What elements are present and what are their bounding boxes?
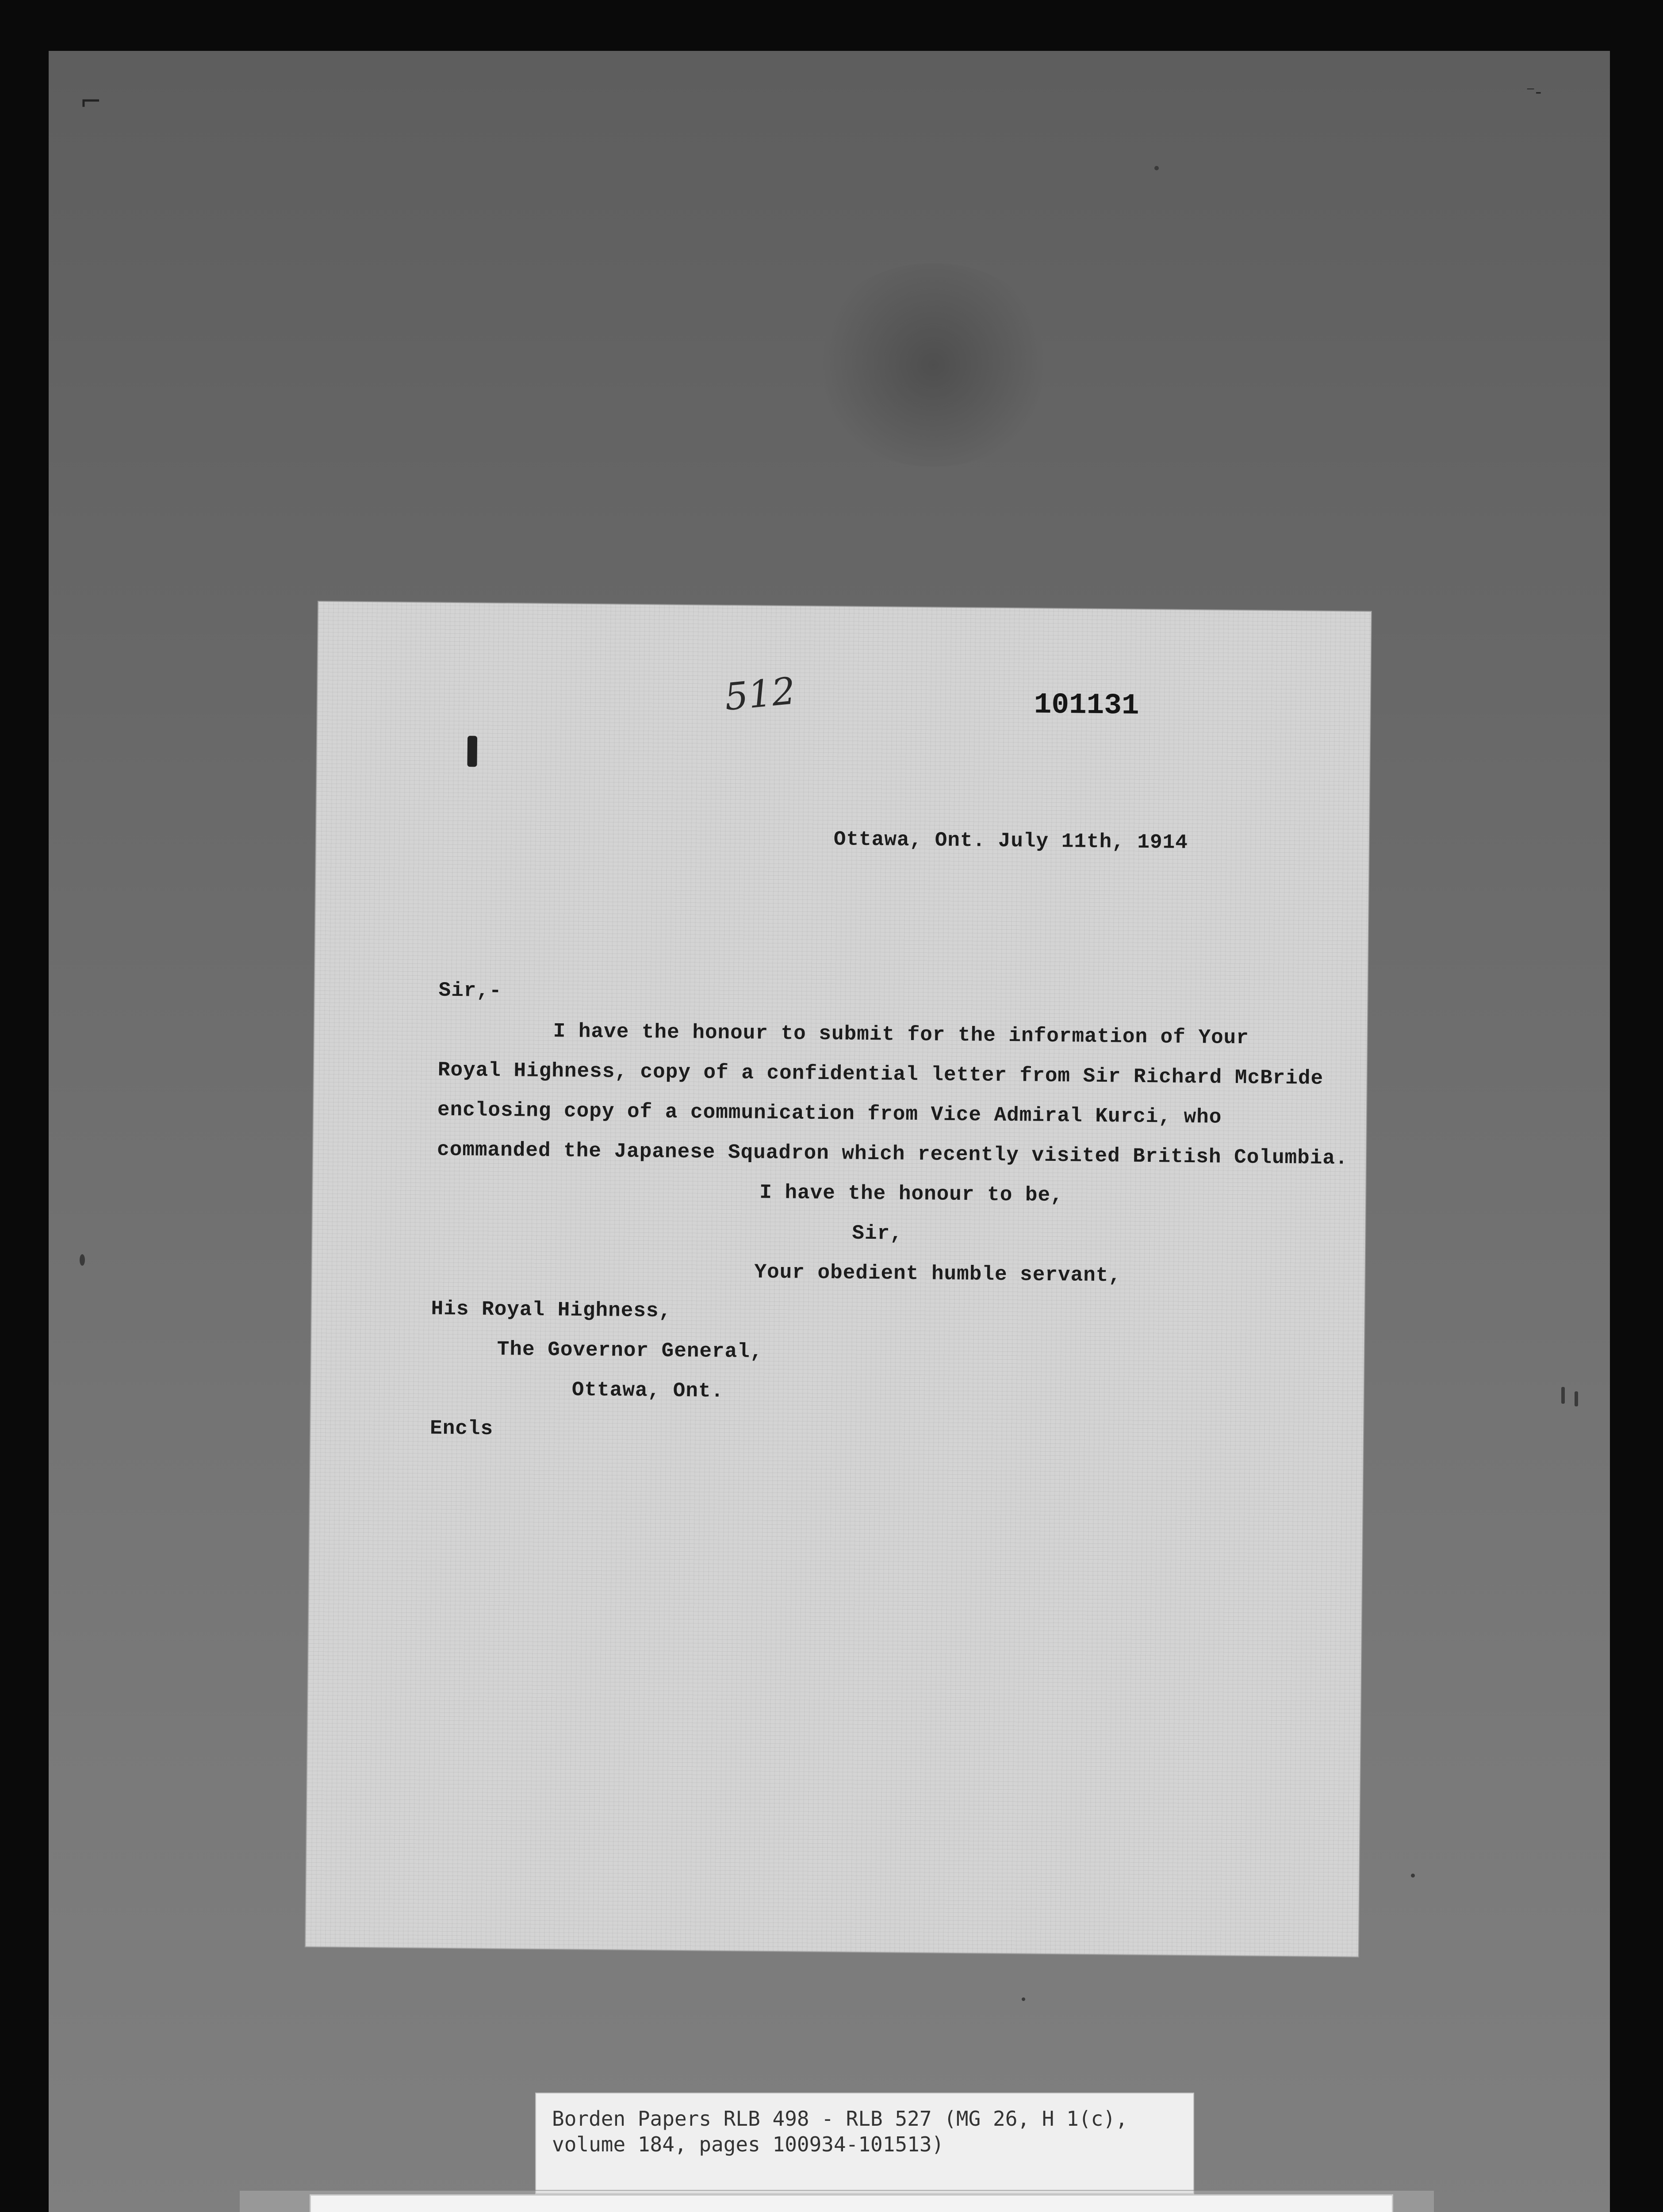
closing-line: Your obedient humble servant, <box>754 1260 1122 1287</box>
caption-line: Borden Papers RLB 498 - RLB 527 (MG 26, H 1(c), <box>552 2107 1128 2131</box>
film-speck <box>1561 1387 1565 1404</box>
body-line: enclosing copy of a communication from Vice Admiral Kurci, who <box>437 1098 1222 1129</box>
film-smudge <box>809 263 1057 467</box>
clip-mark <box>467 736 477 767</box>
film-speck <box>1154 166 1159 170</box>
body-line: Royal Highness, copy of a confidential letter from Sir Richard McBride <box>437 1058 1324 1090</box>
caption-line: volume 184, pages 100934-101513) <box>552 2132 944 2156</box>
body-line: commanded the Japanese Squadron which recently visited British Columbia. <box>437 1138 1348 1170</box>
closing-line: I have the honour to be, <box>759 1181 1063 1207</box>
enclosure-note: Encls <box>429 1417 494 1440</box>
salutation: Sir,- <box>438 979 502 1003</box>
addressee-line: Ottawa, Ont. <box>571 1378 724 1403</box>
dateline: Ottawa, Ont. July 11th, 1914 <box>833 828 1188 854</box>
addressee-line: His Royal Highness, <box>431 1297 672 1323</box>
document-number: 101131 <box>1034 688 1139 722</box>
film-speck <box>80 1254 85 1266</box>
handwritten-page-number: 512 <box>722 669 797 719</box>
film-speck <box>1411 1874 1415 1878</box>
body-line: I have the honour to submit for the information of Your <box>553 1020 1249 1050</box>
film-speck <box>1022 1997 1025 2001</box>
corner-mark-left: ⌐ <box>80 86 102 117</box>
archive-target-card <box>310 2194 1393 2212</box>
letter-page <box>306 602 1371 1957</box>
corner-mark-right: ⁻- <box>1526 82 1542 102</box>
addressee-line: The Governor General, <box>497 1337 763 1363</box>
film-speck <box>1575 1391 1578 1406</box>
collection-caption-label <box>535 2093 1194 2194</box>
closing-line: Sir, <box>852 1221 903 1245</box>
